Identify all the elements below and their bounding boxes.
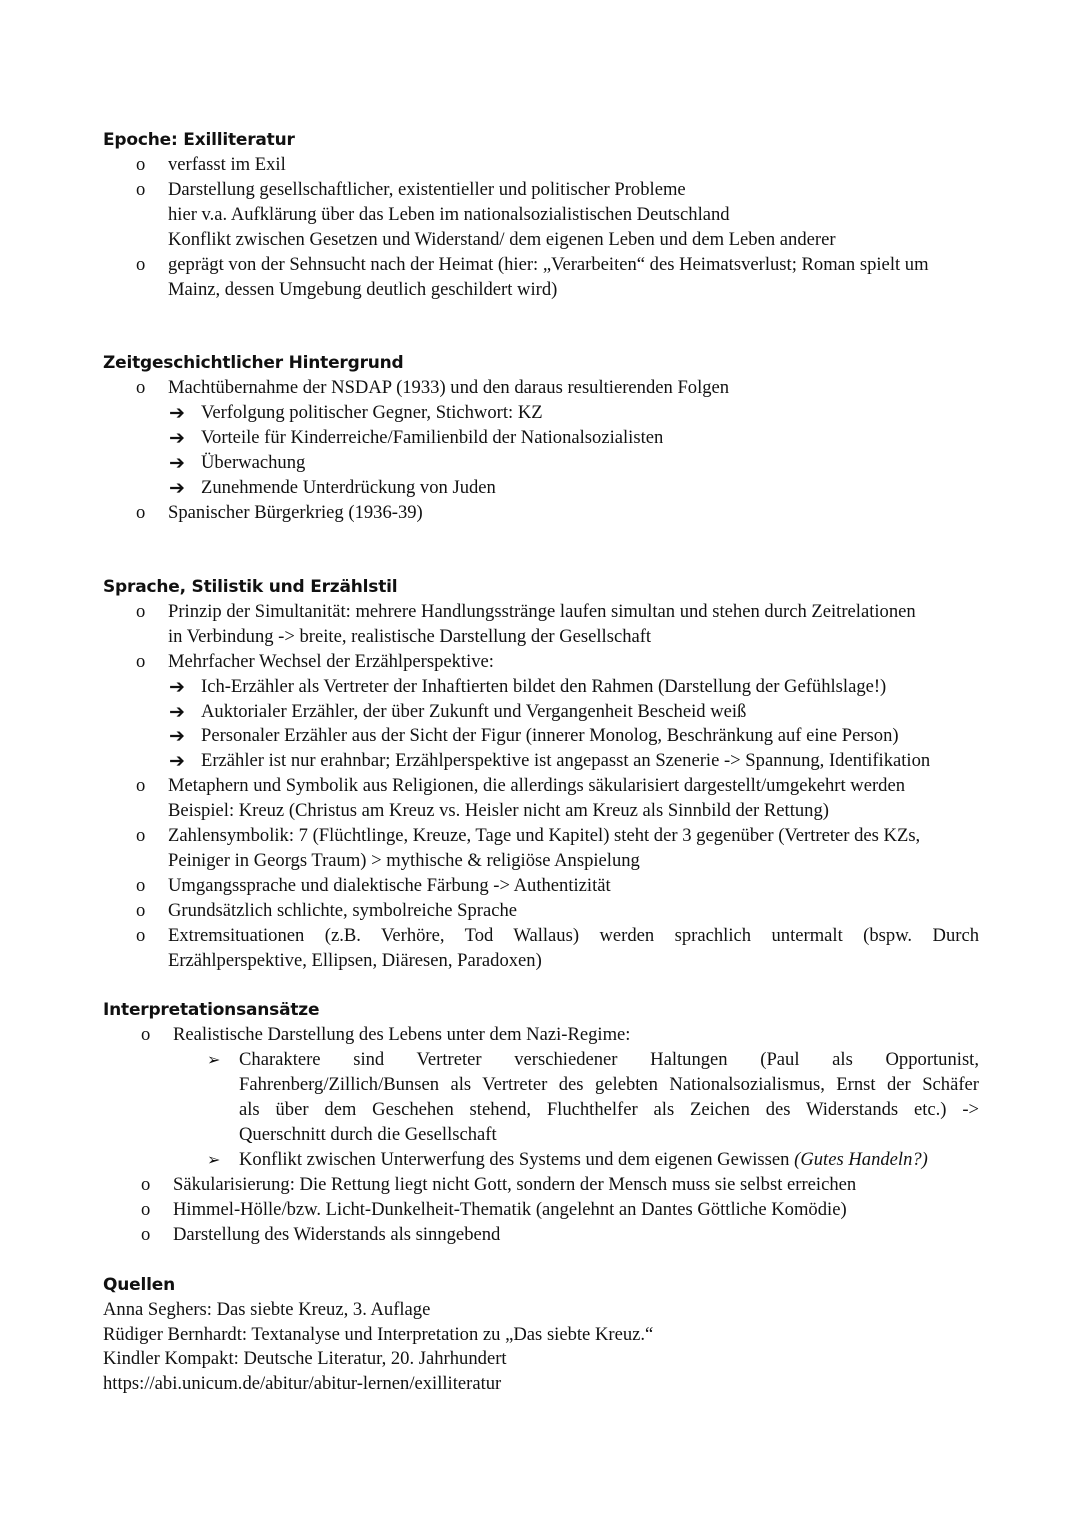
item-text: Prinzip der Simultanität: mehrere Handlungsstränge laufen simultan und stehen durch Zeitrelationen [168, 600, 916, 622]
item-text: Konflikt zwischen Gesetzen und Widerstand/ dem eigenen Leben und dem Leben anderer [168, 228, 836, 250]
list-item [103, 924, 979, 974]
italic-question: (Gutes Handeln?) [794, 1149, 928, 1170]
circle-bullet-icon: o [141, 1024, 151, 1046]
circle-bullet-icon: o [141, 1173, 151, 1195]
section-epoche [103, 128, 979, 302]
list-item [103, 1223, 979, 1248]
circle-bullet-icon: o [141, 1198, 151, 1220]
list-item [103, 600, 979, 650]
arrow-item [103, 700, 979, 725]
item-text: hier v.a. Aufklärung über das Leben im nationalsozialistischen Deutschland [168, 203, 730, 225]
list-item [103, 1173, 979, 1198]
circle-bullet-icon: o [136, 924, 146, 946]
circle-bullet-icon: o [136, 899, 146, 921]
item-text [239, 1148, 979, 1173]
item-text: Mehrfacher Wechsel der Erzählperspektive: [168, 650, 494, 672]
item-text: Charaktere sind Vertreter verschiedener Haltungen (Paul als Opportunist, [239, 1049, 979, 1071]
arrow-item [103, 401, 979, 426]
section-heading: Epoche: Exilliteratur [103, 130, 295, 150]
circle-bullet-icon: o [136, 874, 146, 896]
arrow-item [103, 451, 979, 476]
circle-bullet-icon: o [141, 1223, 151, 1245]
item-text: Säkularisierung: Die Rettung liegt nicht Gott, sondern der Mensch muss sie selbst erreichen [173, 1173, 857, 1195]
source-link[interactable]: https://abi.unicum.de/abitur/abitur-lernen/exilliteratur [103, 1373, 502, 1395]
list-item [103, 501, 979, 526]
section-heading: Zeitgeschichtlicher Hintergrund [103, 353, 404, 374]
arrow-bullet-icon: ➔ [169, 725, 185, 748]
list-item [103, 874, 979, 899]
arrow-item [103, 724, 979, 749]
list-item [103, 253, 979, 303]
arrow-bullet-icon: ➔ [169, 452, 185, 475]
triangle-item [103, 1048, 979, 1148]
item-text: Personaler Erzähler aus der Sicht der Figur (innerer Monolog, Beschränkung auf eine Person) [201, 725, 899, 747]
item-text: Himmel-Hölle/bzw. Licht-Dunkelheit-Thematik (angelehnt an Dantes Göttliche Komödie) [173, 1198, 847, 1220]
item-text: Auktorialer Erzähler, der über Zukunft und Vergangenheit Bescheid weiß [201, 700, 747, 722]
item-text: Zunehmende Unterdrückung von Juden [201, 477, 496, 499]
circle-bullet-icon: o [136, 650, 146, 672]
item-text: Vorteile für Kinderreiche/Familienbild der Nationalsozialisten [201, 427, 664, 449]
section-quellen [103, 1273, 979, 1398]
list-item [103, 1023, 979, 1048]
arrow-bullet-icon: ➔ [169, 477, 185, 500]
item-text: Erzähler ist nur erahnbar; Erzählperspektive ist angepasst an Szenerie -> Spannung, Identifikation [201, 750, 931, 772]
circle-bullet-icon: o [136, 178, 146, 200]
item-text: Extremsituationen (z.B. Verhöre, Tod Wallaus) werden sprachlich untermalt (bspw. Durch [168, 924, 979, 946]
list-item [103, 824, 979, 874]
circle-bullet-icon: o [136, 600, 146, 622]
item-text: Realistische Darstellung des Lebens unter dem Nazi-Regime: [173, 1024, 631, 1046]
konflikt-text: Konflikt zwischen Unterwerfung des Systems und dem eigenen Gewissen [239, 1149, 790, 1170]
list-item [103, 899, 979, 924]
item-text: Ich-Erzähler als Vertreter der Inhaftierten bildet den Rahmen (Darstellung der Gefühlslage!) [201, 675, 887, 697]
item-text: Grundsätzlich schlichte, symbolreiche Sprache [168, 899, 518, 921]
arrow-item [103, 476, 979, 501]
arrow-bullet-icon: ➔ [169, 700, 185, 723]
item-text: Beispiel: Kreuz (Christus am Kreuz vs. Heisler nicht am Kreuz als Sinnbild der Rettung) [168, 800, 829, 822]
section-interpretation [103, 998, 979, 1247]
list-item [103, 153, 979, 178]
circle-bullet-icon: o [136, 253, 146, 275]
circle-bullet-icon: o [136, 154, 146, 175]
item-text: Umgangssprache und dialektische Färbung -> Authentizität [168, 874, 611, 896]
section-heading: Quellen [103, 1274, 175, 1295]
item-text: Zahlensymbolik: 7 (Flüchtlinge, Kreuze, Tage und Kapitel) steht der 3 gegenüber (Vertreter des KZs, [168, 825, 921, 847]
item-text: Querschnitt durch die Gesellschaft [239, 1124, 497, 1146]
item-text: geprägt von der Sehnsucht nach der Heimat (hier: „Verarbeiten“ des Heimatsverlust; Roman spielt um [168, 253, 929, 275]
source-line: Anna Seghers: Das siebte Kreuz, 3. Auflage [103, 1298, 431, 1320]
triangle-item [103, 1148, 979, 1173]
circle-bullet-icon: o [136, 825, 146, 847]
item-text: Metaphern und Symbolik aus Religionen, die allerdings säkularisiert dargestellt/umgekehrt werden [168, 775, 906, 797]
item-text: Erzählperspektive, Ellipsen, Diäresen, Paradoxen) [168, 949, 542, 971]
arrow-bullet-icon: ➔ [169, 402, 185, 425]
item-text: Darstellung gesellschaftlicher, existentieller und politischer Probleme [168, 178, 686, 200]
source-line: Rüdiger Bernhardt: Textanalyse und Interpretation zu „Das siebte Kreuz.“ [103, 1323, 654, 1345]
item-text: verfasst im Exil [168, 154, 286, 175]
circle-bullet-icon: o [136, 775, 146, 797]
arrow-bullet-icon: ➔ [169, 750, 185, 773]
list-item [103, 178, 979, 253]
item-text: in Verbindung -> breite, realistische Darstellung der Gesellschaft [168, 625, 652, 647]
section-heading: Interpretationsansätze [103, 1000, 320, 1021]
item-text: Überwachung [201, 452, 306, 474]
item-text: Spanischer Bürgerkrieg (1936-39) [168, 501, 423, 523]
section-heading: Sprache, Stilistik und Erzählstil [103, 576, 398, 597]
triangle-bullet-icon: ➢ [207, 1150, 221, 1169]
list-item [103, 376, 979, 401]
circle-bullet-icon: o [136, 377, 146, 399]
arrow-bullet-icon: ➔ [169, 675, 185, 698]
triangle-bullet-icon: ➢ [207, 1050, 221, 1070]
arrow-bullet-icon: ➔ [169, 427, 185, 450]
item-text: Peiniger in Georgs Traum) > mythische & religiöse Anspielung [168, 849, 640, 871]
section-zeitgeschichte [103, 351, 979, 525]
item-text: als über dem Geschehen stehend, Fluchthelfer als Zeichen des Widerstands etc.) -> [239, 1099, 979, 1121]
arrow-item [103, 749, 979, 774]
section-sprache [103, 575, 979, 974]
item-text: Machtübernahme der NSDAP (1933) und den daraus resultierenden Folgen [168, 377, 730, 399]
item-text: Fahrenberg/Zillich/Bunsen als Vertreter des gelebten Nationalsozialismus, Ernst der Schäfer [239, 1074, 979, 1096]
source-line: Kindler Kompakt: Deutsche Literatur, 20. Jahrhundert [103, 1348, 507, 1370]
list-item [103, 774, 979, 824]
item-text: Verfolgung politischer Gegner, Stichwort: KZ [201, 402, 543, 424]
arrow-item [103, 426, 979, 451]
list-item [103, 650, 979, 675]
arrow-item [103, 675, 979, 700]
item-text: Mainz, dessen Umgebung deutlich geschildert wird) [168, 278, 558, 300]
list-item [103, 1198, 979, 1223]
circle-bullet-icon: o [136, 501, 146, 523]
item-text: Darstellung des Widerstands als sinngebend [173, 1223, 501, 1245]
document-page [103, 128, 979, 1397]
